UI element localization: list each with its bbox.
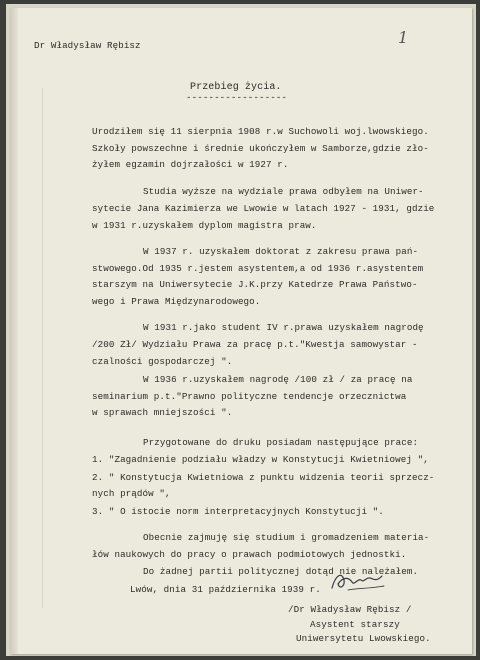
text-line: 2. " Konstytucja Kwietniowa z punktu widzenia teorii sprzecz-: [92, 472, 435, 483]
text-line: czalności gospodarczej ".: [92, 356, 233, 367]
title-underline: ------------------: [186, 92, 288, 103]
text-line: nych prądów ",: [92, 488, 171, 499]
page-edge: [10, 8, 18, 654]
text-line: Przygotowane do druku posiadam następujące prace:: [143, 437, 419, 448]
text-line: Lwów, dnia 31 października 1939 r.: [130, 584, 321, 595]
handwritten-signature: [328, 568, 388, 596]
text-line: W 1931 r.jako student IV r.prawa uzyskałem nagrodę: [143, 322, 424, 333]
text-line: /200 Zł/ Wydziału Prawa za pracę p.t."Kwestja samowystar -: [92, 339, 418, 350]
text-line: starszym na Uniwersytecie J.K.przy Katedrze Prawa Państwo-: [92, 279, 418, 290]
text-line: wego i Prawa Międzynarodowego.: [92, 296, 261, 307]
text-line: w 1931 r.uzyskałem dyplom magistra praw.: [92, 220, 317, 231]
text-line: Obecnie zajmuję się studium i gromadzeniem materia-: [143, 532, 430, 543]
signature-institution: Uniwersytetu Lwowskiego.: [296, 633, 431, 644]
text-line: 1. "Zagadnienie podziału władzy w Konstytucji Kwietniowej ",: [92, 454, 429, 465]
text-line: 3. " O istocie norm interpretacyjnych Konstytucji ".: [92, 506, 384, 517]
text-line: Studia wyższe na wydziale prawa odbyłem na Uniwer-: [143, 186, 424, 197]
text-line: stwowego.Od 1935 r.jestem asystentem,a od 1936 r.asystentem: [92, 263, 424, 274]
signature-position: Asystent starszy: [310, 619, 400, 630]
handwritten-page-number: 1: [398, 28, 409, 47]
text-line: żyłem egzamin dojrzałości w 1927 r.: [92, 159, 289, 170]
text-line: Do żadnej partii politycznej dotąd nie należałem.: [143, 566, 419, 577]
author-header: Dr Władysław Rębisz: [34, 40, 141, 51]
text-line: w sprawach mniejszości ".: [92, 407, 233, 418]
text-line: łów naukowych do pracy o prawach podmiotowych jednostki.: [92, 549, 407, 560]
text-line: seminarium p.t."Prawno polityczne tendencje orzecznictwa: [92, 391, 407, 402]
text-line: W 1936 r.uzyskałem nagrodę /100 zł / za pracę na: [143, 374, 413, 385]
text-line: W 1937 r. uzyskałem doktorat z zakresu prawa pań-: [143, 246, 419, 257]
text-line: Szkoły powszechne i średnie ukończyłem w Samborze,gdzie zło-: [92, 143, 429, 154]
text-line: sytecie Jana Kazimierza we Lwowie w latach 1927 - 1931, gdzie: [92, 203, 435, 214]
signature-name: /Dr Władysław Rębisz /: [288, 604, 412, 615]
document-title: Przebieg życia.: [190, 82, 282, 93]
fold-line: [42, 88, 43, 608]
text-line: Urodziłem się 11 sierpnia 1908 r.w Suchowoli woj.lwowskiego.: [92, 126, 429, 137]
